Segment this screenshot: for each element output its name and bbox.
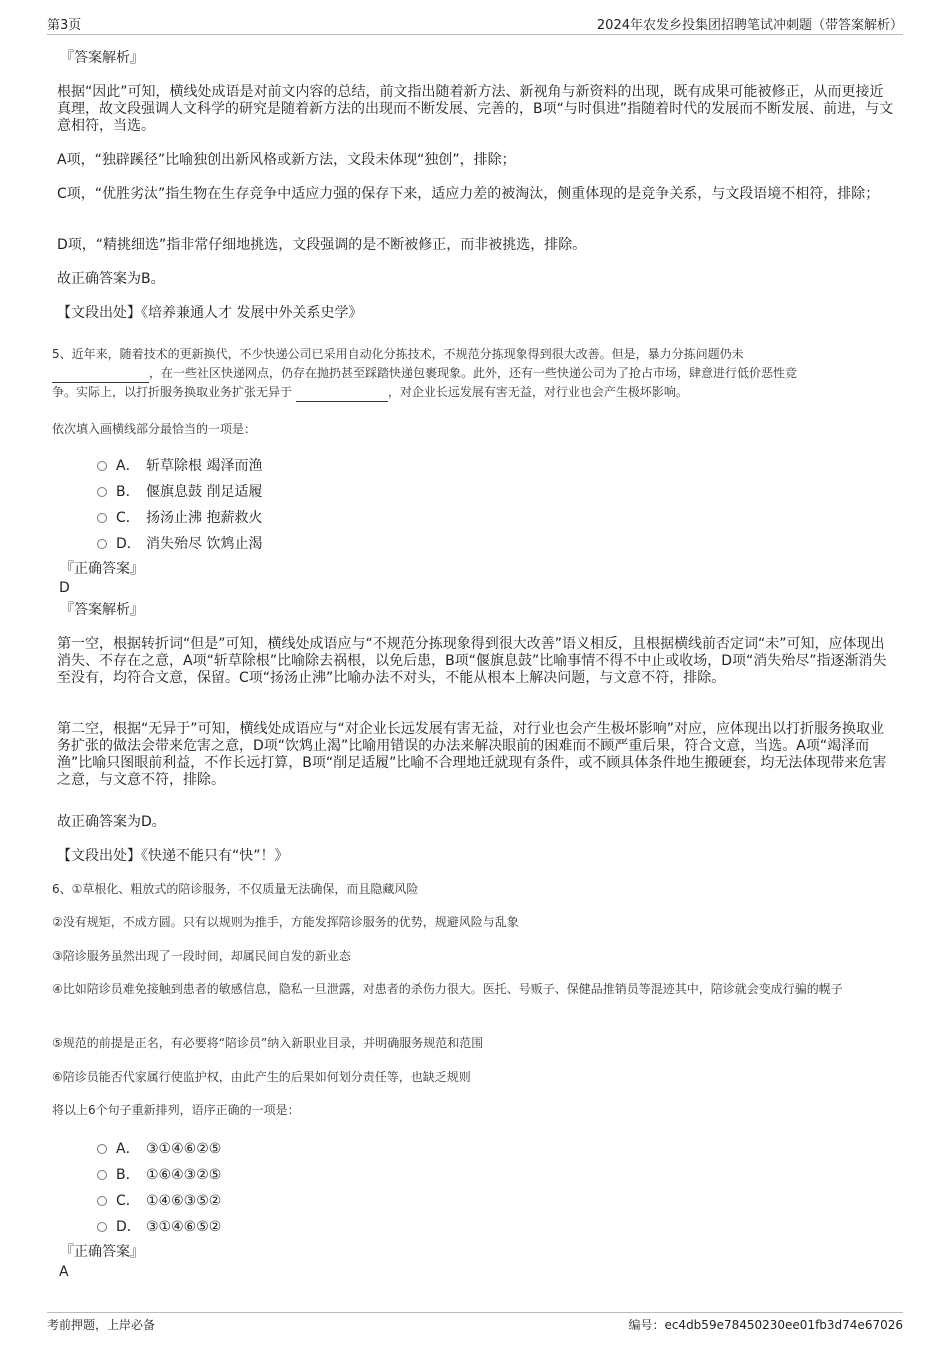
document-title: 2024年农发乡投集团招聘笔试冲刺题（带答案解析） <box>596 18 903 33</box>
q5-option-c[interactable]: C． 扬汤止沸 抱薪救火 <box>97 507 262 525</box>
q6-prompt: 将以上6个句子重新排列，语序正确的一项是： <box>52 1103 300 1117</box>
q6-sentence-2: ②没有规矩，不成方圆。只有以规则为推手，方能发挥陪诊服务的优势，规避风险与乱象 <box>52 915 519 929</box>
q6-sentence-6: ⑥陪诊员能否代家属行使监护权，由此产生的后果如何划分责任等，也缺乏规则 <box>52 1070 471 1084</box>
q5-answer: D <box>59 580 70 596</box>
q6-answer: A <box>59 1264 69 1280</box>
q6-sentence-5: ⑤规范的前提是正名，有必要将“陪诊员”纳入新职业目录，并明确服务规范和范围 <box>52 1036 484 1050</box>
radio-icon[interactable] <box>97 1222 107 1232</box>
q5-analysis-p1: 第一空，根据转折词“但是”可知，横线处成语应与“不规范分拣现象得到很大改善”语义相反，且根据横线前否定词“未”可知，应体现出消失、不存在之意，A项“斩草除根”比喻除去祸根，以免后患，B项“偃旗息鼓”比喻事情不得不中止或收场，D项“消失殆尽”指逐渐消失至没有，均符合文意，保留。C项“扬汤止沸”比喻办法不对头，不能从根本上解决问题，与文意不符，排除。 <box>57 636 887 686</box>
q5-stem-part4: ，对企业长远发展有害无益，对行业也会产生极坏影响。 <box>387 385 688 399</box>
radio-icon[interactable] <box>97 1170 107 1180</box>
q5-stem-part2: ，在一些社区快递网点，仍存在抛扔甚至踩踏快递包裹现象。此外，还有一些快递公司为了抢占市场，肆意进行低价恶性竞 <box>149 366 798 380</box>
q5-stem-part1: 5、近年来，随着技术的更新换代，不少快递公司已采用自动化分拣技术，不规范分拣现象得到很大改善。但是，暴力分拣问题仍未 <box>52 347 744 361</box>
q6-answer-title: 『正确答案』 <box>60 1244 144 1260</box>
q6-sentence-4: ④比如陪诊员难免接触到患者的敏感信息，隐私一旦泄露，对患者的杀伤力很大。医托、号贩子、保健品推销员等混迹其中，陪诊就会变成行骗的幌子 <box>52 982 843 996</box>
q5-stem-part3: 争。实际上，以打折服务换取业务扩张无异于 <box>52 385 293 399</box>
q6-sentence-3: ③陪诊服务虽然出现了一段时间，却属民间自发的新业态 <box>52 949 351 963</box>
radio-icon[interactable] <box>97 513 107 523</box>
footer-slogan: 考前押题，上岸必备 <box>47 1318 156 1332</box>
q5-source: 【文段出处】《快递不能只有“快”！》 <box>57 848 289 864</box>
q4-analysis-p2: A项，“独辟蹊径”比喻独创出新风格或新方法，文段未体现“独创”，排除； <box>57 152 516 168</box>
q6-sentence-1: 6、①草根化、粗放式的陪诊服务，不仅质量无法确保，而且隐藏风险 <box>52 882 419 896</box>
q4-conclusion: 故正确答案为B。 <box>57 271 165 287</box>
q5-conclusion: 故正确答案为D。 <box>57 814 166 830</box>
radio-icon[interactable] <box>97 539 107 549</box>
q5-blank-2 <box>296 389 388 402</box>
q5-answer-title: 『正确答案』 <box>60 561 144 577</box>
q4-analysis-p1: 根据“因此”可知，横线处成语是对前文内容的总结，前文指出随着新方法、新视角与新资料的出现，既有成果可能被修正，从而更接近真理，故文段强调人文科学的研究是随着新方法的出现而不断发展、完善的，B项“与时俱进”指随着时代的发展而不断发展、前进，与文意相符，当选。 <box>57 84 894 134</box>
q6-option-a[interactable]: A． ③①④⑥②⑤ <box>97 1138 221 1156</box>
q6-option-b[interactable]: B． ①⑥④③②⑤ <box>97 1164 221 1182</box>
q5-prompt: 依次填入画横线部分最恰当的一项是： <box>52 422 257 436</box>
q4-analysis-title: 『答案解析』 <box>60 50 144 66</box>
q5-analysis-title: 『答案解析』 <box>60 602 144 618</box>
q4-analysis-p3: C项，“优胜劣汰”指生物在生存竞争中适应力强的保存下来，适应力差的被淘汰，侧重体现的是竞争关系，与文段语境不相符，排除； <box>57 186 880 202</box>
q4-analysis-p4: D项，“精挑细选”指非常仔细地挑选，文段强调的是不断被修正，而非被挑选，排除。 <box>57 237 587 253</box>
q5-option-d[interactable]: D． 消失殆尽 饮鸩止渴 <box>97 533 262 551</box>
page-number: 第3页 <box>47 18 82 33</box>
q5-analysis-p2: 第二空，根据“无异于”可知，横线处成语应与“对企业长远发展有害无益，对行业也会产生极坏影响”对应，应体现出以打折服务换取业务扩张的做法会带来危害之意，D项“饮鸩止渴”比喻用错误的办法来解决眼前的困难而不顾严重后果，符合文意，当选。A项“竭泽而渔”比喻只图眼前利益，不作长远打算，B项“削足适履”比喻不合理地迁就现有条件，或不顾具体条件地生搬硬套，均无法体现带来危害之意，与文意不符，排除。 <box>57 721 887 788</box>
q5-stem <box>52 345 897 402</box>
radio-icon[interactable] <box>97 487 107 497</box>
page-footer <box>47 1312 903 1332</box>
page-header <box>47 14 903 35</box>
q5-option-a[interactable]: A． 斩草除根 竭泽而渔 <box>97 455 262 473</box>
radio-icon[interactable] <box>97 461 107 471</box>
radio-icon[interactable] <box>97 1144 107 1154</box>
q4-source: 【文段出处】《培养兼通人才 发展中外关系史学》 <box>57 305 363 321</box>
q6-option-d[interactable]: D． ③①④⑥⑤② <box>97 1216 221 1234</box>
q6-option-c[interactable]: C． ①④⑥③⑤② <box>97 1190 221 1208</box>
document-id: 编号：ec4db59e78450230ee01fb3d74e67026 <box>628 1318 903 1332</box>
radio-icon[interactable] <box>97 1196 107 1206</box>
q5-option-b[interactable]: B． 偃旗息鼓 削足适履 <box>97 481 262 499</box>
q5-blank-1 <box>52 370 149 383</box>
